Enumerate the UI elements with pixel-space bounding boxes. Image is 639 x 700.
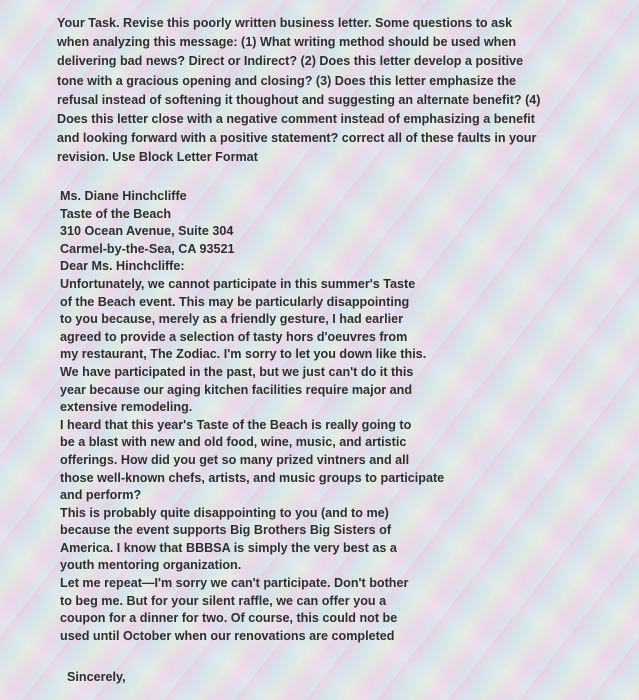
body-line: year because our aging kitchen facilities require major and [60,382,413,397]
body-line: coupon for a dinner for two. Of course, this could not be [60,611,398,626]
inside-address [60,188,490,276]
salutation: Dear Ms. Hinchcliffe: [60,259,185,274]
body-line: agreed to provide a selection of tasty hors d'oeuvres from [60,329,408,344]
body-line: extensive remodeling. [60,400,193,415]
body-line: offerings. How did you get so many prized vintners and all [60,452,410,467]
body-line: to you because, merely as a friendly gesture, I had earlier [60,312,403,327]
address-line: 310 Ocean Avenue, Suite 304 [60,224,234,239]
body-line: Unfortunately, we cannot participate in this summer's Taste [60,276,416,291]
body-line: of the Beach event. This may be particularly disappointing [60,294,410,309]
body-line: because the event supports Big Brothers Big Sisters of [60,523,392,538]
body-line: those well-known chefs, artists, and music groups to participate [60,470,445,485]
address-line: Carmel-by-the-Sea, CA 93521 [60,241,235,256]
body-line: used until October when our renovations are completed [60,628,395,643]
task-line: Your Task. Revise this poorly written business letter. Some questions to ask [57,16,513,30]
body-line: We have participated in the past, but we just can't do it this [60,364,414,379]
task-instructions [57,14,597,168]
body-line: Let me repeat—I'm sorry we can't participate. Don't bother [60,576,409,591]
task-line: and looking forward with a positive statement? correct all of these faults in your [57,131,537,146]
body-line: I heard that this year's Taste of the Beach is really going to [60,417,412,432]
business-letter [60,188,490,645]
task-line: Does this letter close with a negative comment instead of emphasizing a benefit [57,112,535,127]
body-line: and perform? [60,488,142,503]
address-line: Taste of the Beach [60,206,172,221]
body-line: youth mentoring organization. [60,558,242,573]
body-line: to beg me. But for your silent raffle, we can offer you a [60,593,387,608]
complimentary-close: Sincerely, [67,670,126,684]
body-line: my restaurant, The Zodiac. I'm sorry to let you down like this. [60,347,427,362]
body-line: be a blast with new and old food, wine, music, and artistic [60,435,407,450]
body-line: This is probably quite disappointing to you (and to me) [60,505,389,520]
task-line: refusal instead of softening it thoughout and suggesting an alternate benefit? (4) [57,92,541,107]
task-line: tone with a gracious opening and closing? (3) Does this letter emphasize the [57,73,517,88]
task-line: delivering bad news? Direct or Indirect? (2) Does this letter develop a positive [57,54,524,69]
body-line: America. I know that BBBSA is simply the very best as a [60,540,397,555]
letter-body [60,276,490,645]
task-line: revision. Use Block Letter Format [57,150,258,165]
address-line: Ms. Diane Hinchcliffe [60,189,187,203]
task-line: when analyzing this message: (1) What writing method should be used when [57,35,517,50]
